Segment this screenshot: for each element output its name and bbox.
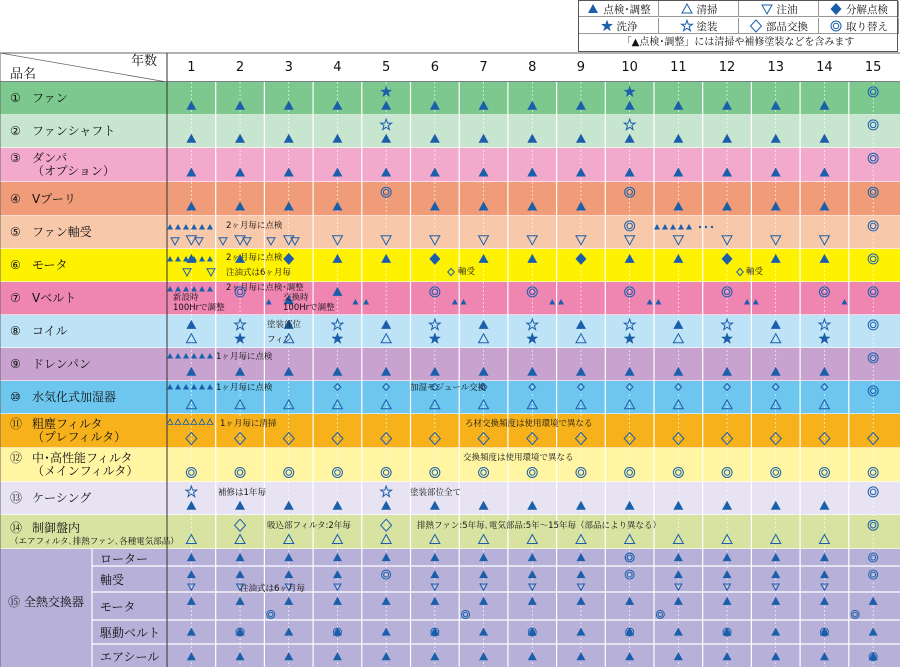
row-name: Vベルト <box>32 291 77 305</box>
year-number: 11 <box>670 60 687 75</box>
row-bg <box>0 348 900 381</box>
legend-note: 「▲点検･調整」には清掃や補修塗装などを含みます <box>621 37 855 48</box>
legend-label: 分解点検 <box>846 3 888 16</box>
row-number: ① <box>10 91 21 105</box>
row-number: ⑨ <box>10 357 21 371</box>
row-number: ② <box>10 124 21 138</box>
year-number: 2 <box>235 60 245 75</box>
row-number: ⑤ <box>10 225 21 239</box>
note-text: 1ヶ月毎に点検 <box>216 383 273 393</box>
item-header: 品名 <box>10 67 37 82</box>
row-bg <box>0 315 900 348</box>
group15-sublabel: 駆動ベルト <box>100 626 161 640</box>
row-name: モータ <box>32 258 68 272</box>
year-number: 14 <box>816 60 833 75</box>
row-bg <box>0 414 900 448</box>
row-bg <box>0 115 900 148</box>
row-bg <box>0 249 900 282</box>
note-text: 吸込部フィルタ:2年毎 <box>267 521 351 531</box>
row-name: コイル <box>32 324 68 338</box>
note-text: 2ヶ月毎に点検･調整 <box>226 283 304 293</box>
row-number: ⑩ <box>10 390 21 404</box>
year-number: 10 <box>621 60 638 75</box>
row-bg <box>0 216 900 249</box>
note-text: 塗装部位全て <box>410 488 462 498</box>
legend-label: 清掃 <box>696 3 718 16</box>
row-number: ⑬ <box>10 491 23 505</box>
note-text: ろ材交換頻度は使用環境で異なる <box>465 419 593 429</box>
note-text: 注油式は6ヶ月毎 <box>240 584 305 594</box>
row-bg <box>0 148 900 182</box>
row-number: ⑦ <box>10 291 21 305</box>
note-text: 塗装部位 <box>267 320 302 330</box>
row-label <box>10 226 92 239</box>
row-name: ドレンパン <box>32 357 91 371</box>
row-label <box>10 325 68 338</box>
note-text: 加湿モジュール交換 <box>410 383 487 393</box>
note-text: 交換時 <box>283 293 309 303</box>
row-number: ⑧ <box>10 324 21 338</box>
note-text: 軸受 <box>746 267 764 277</box>
note-text: 2ヶ月毎に点検 <box>226 253 283 263</box>
row-name: 制御盤内 <box>32 520 81 535</box>
note-text: 100Hrで調整 <box>283 303 335 313</box>
row-label <box>10 391 116 404</box>
row-label <box>10 259 68 272</box>
row-name: 水気化式加湿器 <box>32 390 117 404</box>
row-name: Vプーリ <box>32 191 76 206</box>
row-label <box>10 193 76 206</box>
row-number: ⑥ <box>10 258 21 272</box>
row-name: ダンパ （オプション） <box>32 151 115 178</box>
note-text: 新設時 <box>173 293 199 303</box>
note-text: フィン <box>267 335 292 345</box>
row-bg <box>0 282 900 315</box>
year-number: 3 <box>284 60 293 75</box>
dot-icon <box>705 226 707 228</box>
year-number: 12 <box>718 60 736 75</box>
year-number: 4 <box>333 60 342 75</box>
row-sublabel: （エアフィルタ､排熱ファン､各種電気部品） <box>10 537 179 547</box>
year-number: 8 <box>528 60 537 75</box>
year-number: 1 <box>187 60 196 75</box>
dot-icon <box>711 226 713 228</box>
legend-label: 点検･調整 <box>603 3 651 16</box>
group15-label: ⑮ 全熱交換器 <box>8 595 84 609</box>
row-label <box>10 418 126 444</box>
year-number: 6 <box>430 60 439 75</box>
row-name: ファンシャフト <box>32 124 116 138</box>
row-name: 中･高性能フィルタ （メインフィルタ） <box>32 451 139 478</box>
note-text: 1ヶ月毎に清掃 <box>220 419 277 429</box>
year-number: 13 <box>767 60 785 75</box>
row-name: ファン軸受 <box>32 225 92 239</box>
group15-sublabel: モータ <box>100 600 136 614</box>
note-text: 補修は1年毎 <box>218 488 266 498</box>
row-number: ⑫ <box>10 451 23 465</box>
year-number: 7 <box>479 60 488 75</box>
row-number: ④ <box>10 191 21 206</box>
legend-label: 塗装 <box>696 20 718 33</box>
row-label <box>10 522 80 535</box>
row-label <box>10 292 76 305</box>
row-name: ケーシング <box>32 491 92 505</box>
legend-label: 部品交換 <box>766 20 808 33</box>
year-number: 9 <box>576 60 586 75</box>
row-label <box>10 125 115 138</box>
note-text: 注油式は6ヶ月毎 <box>226 268 291 278</box>
row-number: ③ <box>10 151 21 165</box>
group15-sublabel: エアシール <box>100 649 160 664</box>
year-number: 5 <box>382 60 391 75</box>
row-label <box>10 358 91 371</box>
row-label <box>10 452 138 478</box>
note-text: 排熱ファン:5年毎､電気部品:5年～15年毎（部品により異なる） <box>417 521 661 531</box>
year-number: 15 <box>864 60 882 75</box>
row-bg <box>0 82 900 115</box>
row-number: ⑭ <box>10 520 23 535</box>
legend-label: 注油 <box>776 3 798 16</box>
note-text: 1ヶ月毎に点検 <box>216 352 273 362</box>
group15-sublabel: ローター <box>100 551 149 566</box>
note-text: 交換頻度は使用環境で異なる <box>463 453 574 463</box>
note-text: 100Hrで調整 <box>173 303 225 313</box>
row-label <box>10 492 91 505</box>
row-name: 粗塵フィルタ （プレフィルタ） <box>32 417 127 444</box>
row-name: ファン <box>32 91 68 105</box>
note-text: 2ヶ月毎に点検 <box>226 221 283 231</box>
row-bg <box>0 182 900 216</box>
row-number: ⑪ <box>10 417 23 431</box>
years-header: 年数 <box>131 54 158 69</box>
legend-label: 取り替え <box>846 20 888 33</box>
group15-sublabel: 軸受 <box>100 573 125 587</box>
note-text: 軸受 <box>458 267 476 277</box>
legend-label: 洗浄 <box>616 20 638 33</box>
row-label <box>10 152 115 178</box>
row-label <box>10 92 68 105</box>
dot-icon <box>699 226 701 228</box>
row-bg <box>0 482 900 515</box>
